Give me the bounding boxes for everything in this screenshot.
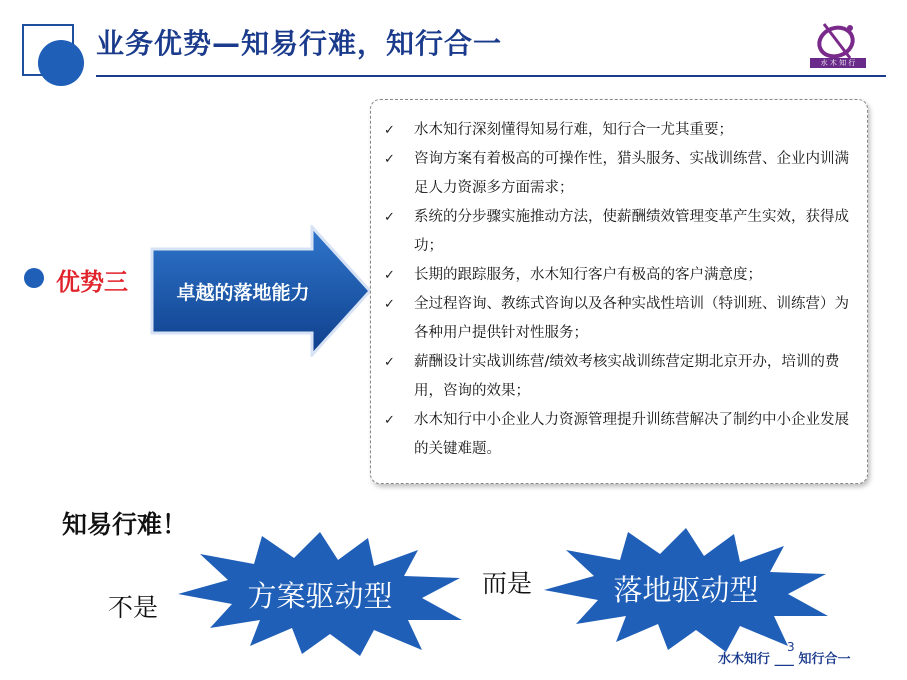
list-item: ✓ 咨询方案有着极高的可操作性，猎头服务、实战训练营、企业内训满足人力资源多方面需求； xyxy=(384,145,862,203)
list-item: ✓ 水木知行深刻懂得知易行难，知行合一尤其重要； xyxy=(384,116,862,145)
points-list xyxy=(384,116,862,464)
advantage-label: 优势三 xyxy=(56,268,128,296)
list-item: ✓ 系统的分步骤实施推动方法，使薪酬绩效管理变革产生实效，获得成功； xyxy=(384,203,862,261)
list-item: ✓ 水木知行中小企业人力资源管理提升训练营解决了制约中小企业发展的关键难题。 xyxy=(384,406,862,464)
burst-right-label: 落地驱动型 xyxy=(613,573,759,607)
check-icon: ✓ xyxy=(384,152,395,167)
burst-left-label: 方案驱动型 xyxy=(247,579,393,613)
list-item: ✓ 全过程咨询、教练式咨询以及各种实战性培训（特训班、训练营）为各种用户提供针对性服务； xyxy=(384,290,862,348)
not-label: 不是 xyxy=(108,593,159,622)
check-icon: ✓ xyxy=(384,413,395,428)
footer-text: 水木知行 ___ 知行合一 xyxy=(718,652,851,667)
page-number: 3 xyxy=(787,640,795,654)
check-icon: ✓ xyxy=(384,297,395,312)
header-divider xyxy=(96,75,886,77)
check-icon: ✓ xyxy=(384,268,395,283)
header-circle-decoration xyxy=(38,40,84,86)
but-label: 而是 xyxy=(482,569,533,598)
arrow-label: 卓越的落地能力 xyxy=(176,282,310,304)
check-icon: ✓ xyxy=(384,123,395,138)
check-icon: ✓ xyxy=(384,355,395,370)
page-title: 业务优势—知易行难，知行合一 xyxy=(96,27,503,60)
bullet-icon xyxy=(24,268,44,288)
check-icon: ✓ xyxy=(384,210,395,225)
statement-text: 知易行难！ xyxy=(62,510,188,539)
list-item: ✓ 长期的跟踪服务，水木知行客户有极高的客户满意度； xyxy=(384,261,862,290)
list-item: ✓ 薪酬设计实战训练营/绩效考核实战训练营定期北京开办，培训的费用，咨询的效果； xyxy=(384,348,862,406)
logo-text: 水 木 知 行 xyxy=(810,58,866,68)
